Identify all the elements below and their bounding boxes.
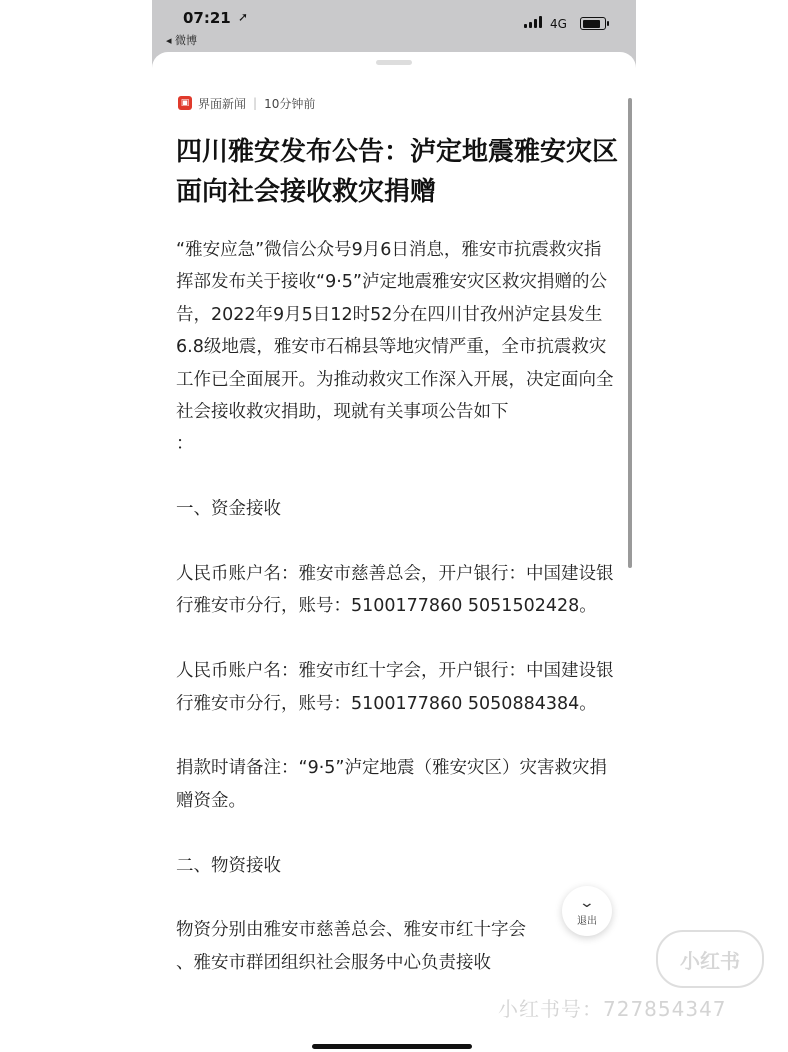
article-title: 四川雅安发布公告：泸定地震雅安灾区面向社会接收救灾捐赠 — [176, 137, 619, 207]
xiaohongshu-watermark-logo: 小红书 — [656, 930, 764, 988]
section-heading: 一、资金接收 — [176, 499, 281, 520]
xiaohongshu-watermark-id: 小红书号：727854347 — [498, 997, 727, 1021]
source-name: 界面新闻 — [198, 96, 247, 111]
jiemian-logo-icon: ▣ — [178, 96, 192, 110]
status-bar — [152, 0, 636, 52]
signal-icon — [524, 16, 544, 28]
sheet-grabber[interactable] — [376, 60, 412, 65]
status-time: 07:21 — [183, 9, 231, 27]
article-paragraph: 捐款时请备注：“9·5”泸定地震（雅安灾区）灾害救灾捐赠资金。 — [176, 758, 607, 811]
article-sheet[interactable] — [152, 52, 636, 1052]
article-paragraph: 人民币账户名：雅安市红十字会，开户银行：中国建设银行雅安市分行，账号：5100177860 5050884384。 — [176, 661, 614, 714]
article-paragraph: 物资分别由雅安市慈善总会、雅安市红十字会 、雅安市群团组织社会服务中心负责接收 — [176, 920, 526, 973]
article-paragraph: “雅安应急”微信公众号9月6日消息，雅安市抗震救灾指挥部发布关于接收“9·5”泸定地震雅安灾区救灾捐赠的公告，2022年9月5日12时52分在四川甘孜州泸定县发生6.8级地震，雅安市石棉县等地灾情严重，全市抗震救灾工作已全面展开。为推动救灾工作深入开展，决定面向全社会接收救灾捐助，现就有关事项公告如下 ： — [176, 240, 614, 455]
back-to-app-link[interactable]: ◂ 微博 — [166, 34, 198, 47]
article-body — [176, 234, 616, 979]
home-indicator[interactable] — [312, 1044, 472, 1049]
article-source — [178, 94, 315, 112]
article-paragraph: 人民币账户名：雅安市慈善总会，开户银行：中国建设银行雅安市分行，账号：5100177860 5051502428。 — [176, 564, 614, 617]
network-type: 4G — [550, 17, 567, 31]
section-heading: 二、物资接收 — [176, 855, 281, 876]
publish-time: 10分钟前 — [264, 96, 316, 111]
scrollbar[interactable] — [628, 98, 632, 568]
divider: | — [253, 96, 258, 110]
battery-icon — [580, 17, 606, 30]
chevron-down-icon: ⌄ — [578, 894, 596, 911]
exit-label: 退出 — [577, 915, 597, 927]
exit-button[interactable] — [562, 886, 612, 936]
phone-screen — [152, 0, 636, 1052]
location-arrow-icon: ➚ — [238, 10, 249, 24]
